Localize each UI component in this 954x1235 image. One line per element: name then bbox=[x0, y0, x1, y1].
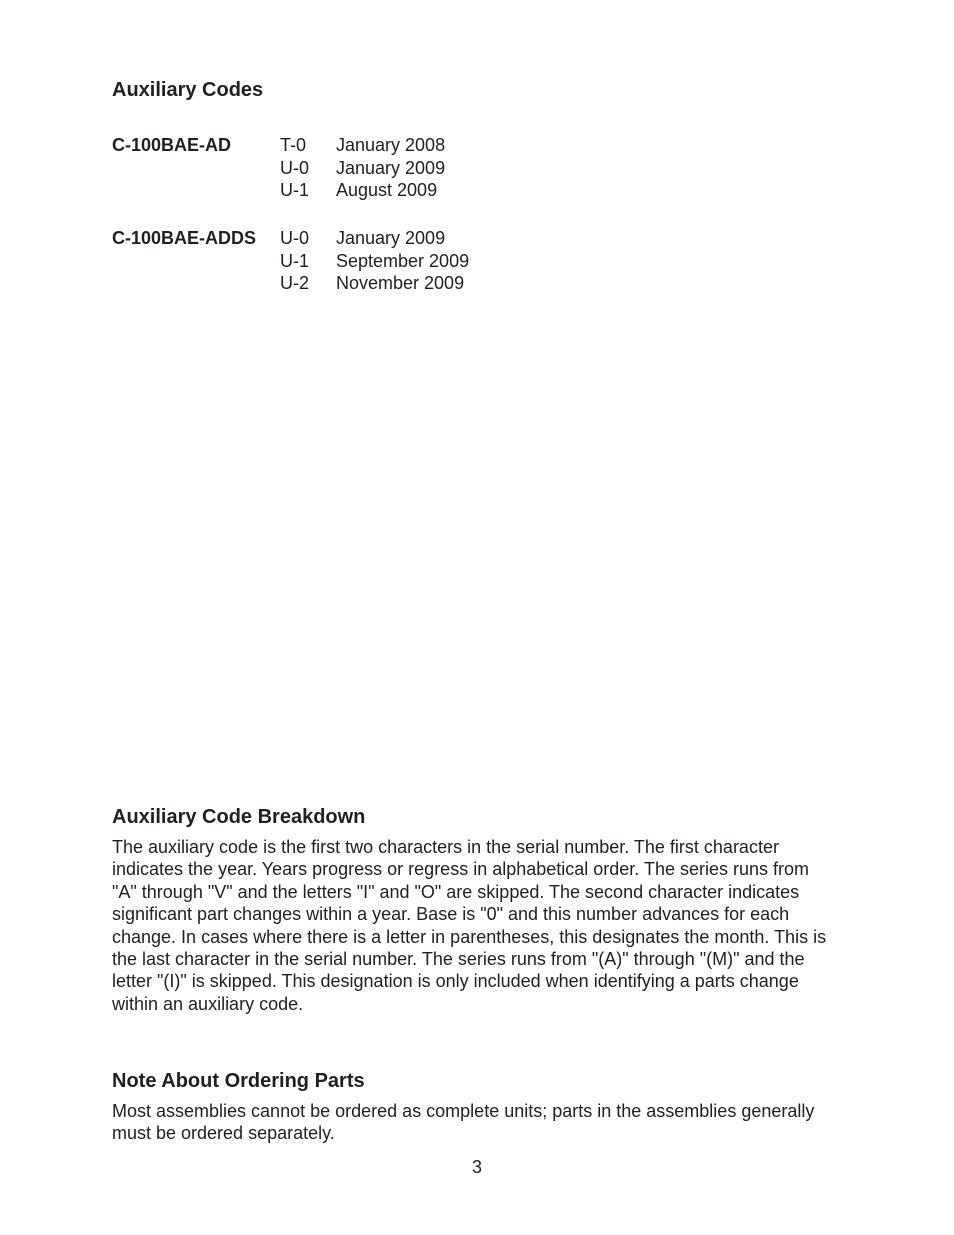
paragraph-line: letter "(I)" is skipped. This designation is only included when identifying a parts change bbox=[112, 971, 799, 992]
paragraph-line: Most assemblies cannot be ordered as complete units; parts in the assemblies generally bbox=[112, 1101, 815, 1121]
paragraph-line: within an auxiliary code. bbox=[112, 993, 304, 1014]
note-paragraph bbox=[112, 1100, 852, 1145]
code-entry bbox=[280, 179, 445, 202]
code-entry bbox=[280, 157, 445, 180]
auxiliary-code: U-2 bbox=[280, 273, 310, 293]
code-entry bbox=[280, 227, 469, 250]
paragraph-line: must be ordered separately. bbox=[112, 1123, 335, 1144]
paragraph-line: The auxiliary code is the first two characters in the serial number. The first character bbox=[112, 837, 779, 857]
model-name: C-100BAE-ADDS bbox=[112, 228, 257, 248]
model-name: C-100BAE-AD bbox=[112, 135, 232, 155]
code-date: August 2009 bbox=[336, 180, 438, 200]
breakdown-heading: Auxiliary Code Breakdown bbox=[112, 806, 366, 828]
auxiliary-code: U-0 bbox=[280, 228, 310, 248]
code-date: January 2009 bbox=[336, 228, 446, 248]
auxiliary-code: T-0 bbox=[280, 135, 307, 155]
code-entries bbox=[280, 227, 469, 295]
auxiliary-code: U-1 bbox=[280, 250, 310, 271]
code-date: January 2008 bbox=[336, 135, 446, 155]
code-entries bbox=[280, 134, 445, 202]
breakdown-paragraph bbox=[112, 836, 852, 1015]
code-date: September 2009 bbox=[336, 250, 470, 271]
auxiliary-code: U-0 bbox=[280, 157, 310, 178]
note-heading: Note About Ordering Parts bbox=[112, 1070, 365, 1092]
paragraph-line: change. In cases where there is a letter in parentheses, this designates the month. This is bbox=[112, 926, 827, 947]
page-number: 3 bbox=[471, 1157, 482, 1177]
code-entry bbox=[280, 134, 445, 157]
auxiliary-code: U-1 bbox=[280, 180, 310, 200]
paragraph-line: the last character in the serial number. The series runs from "(A)" through "(M)" and the bbox=[112, 949, 805, 970]
code-date: November 2009 bbox=[336, 273, 465, 293]
code-entry bbox=[280, 250, 469, 273]
paragraph-line: indicates the year. Years progress or regress in alphabetical order. The series runs from bbox=[112, 859, 810, 880]
code-entry bbox=[280, 272, 469, 295]
paragraph-line: significant part changes within a year. Base is "0" and this number advances for each bbox=[112, 904, 790, 925]
page-title: Auxiliary Codes bbox=[112, 79, 264, 101]
code-date: January 2009 bbox=[336, 157, 446, 178]
paragraph-line: "A" through "V" and the letters "I" and "O" are skipped. The second character indicates bbox=[112, 881, 800, 902]
